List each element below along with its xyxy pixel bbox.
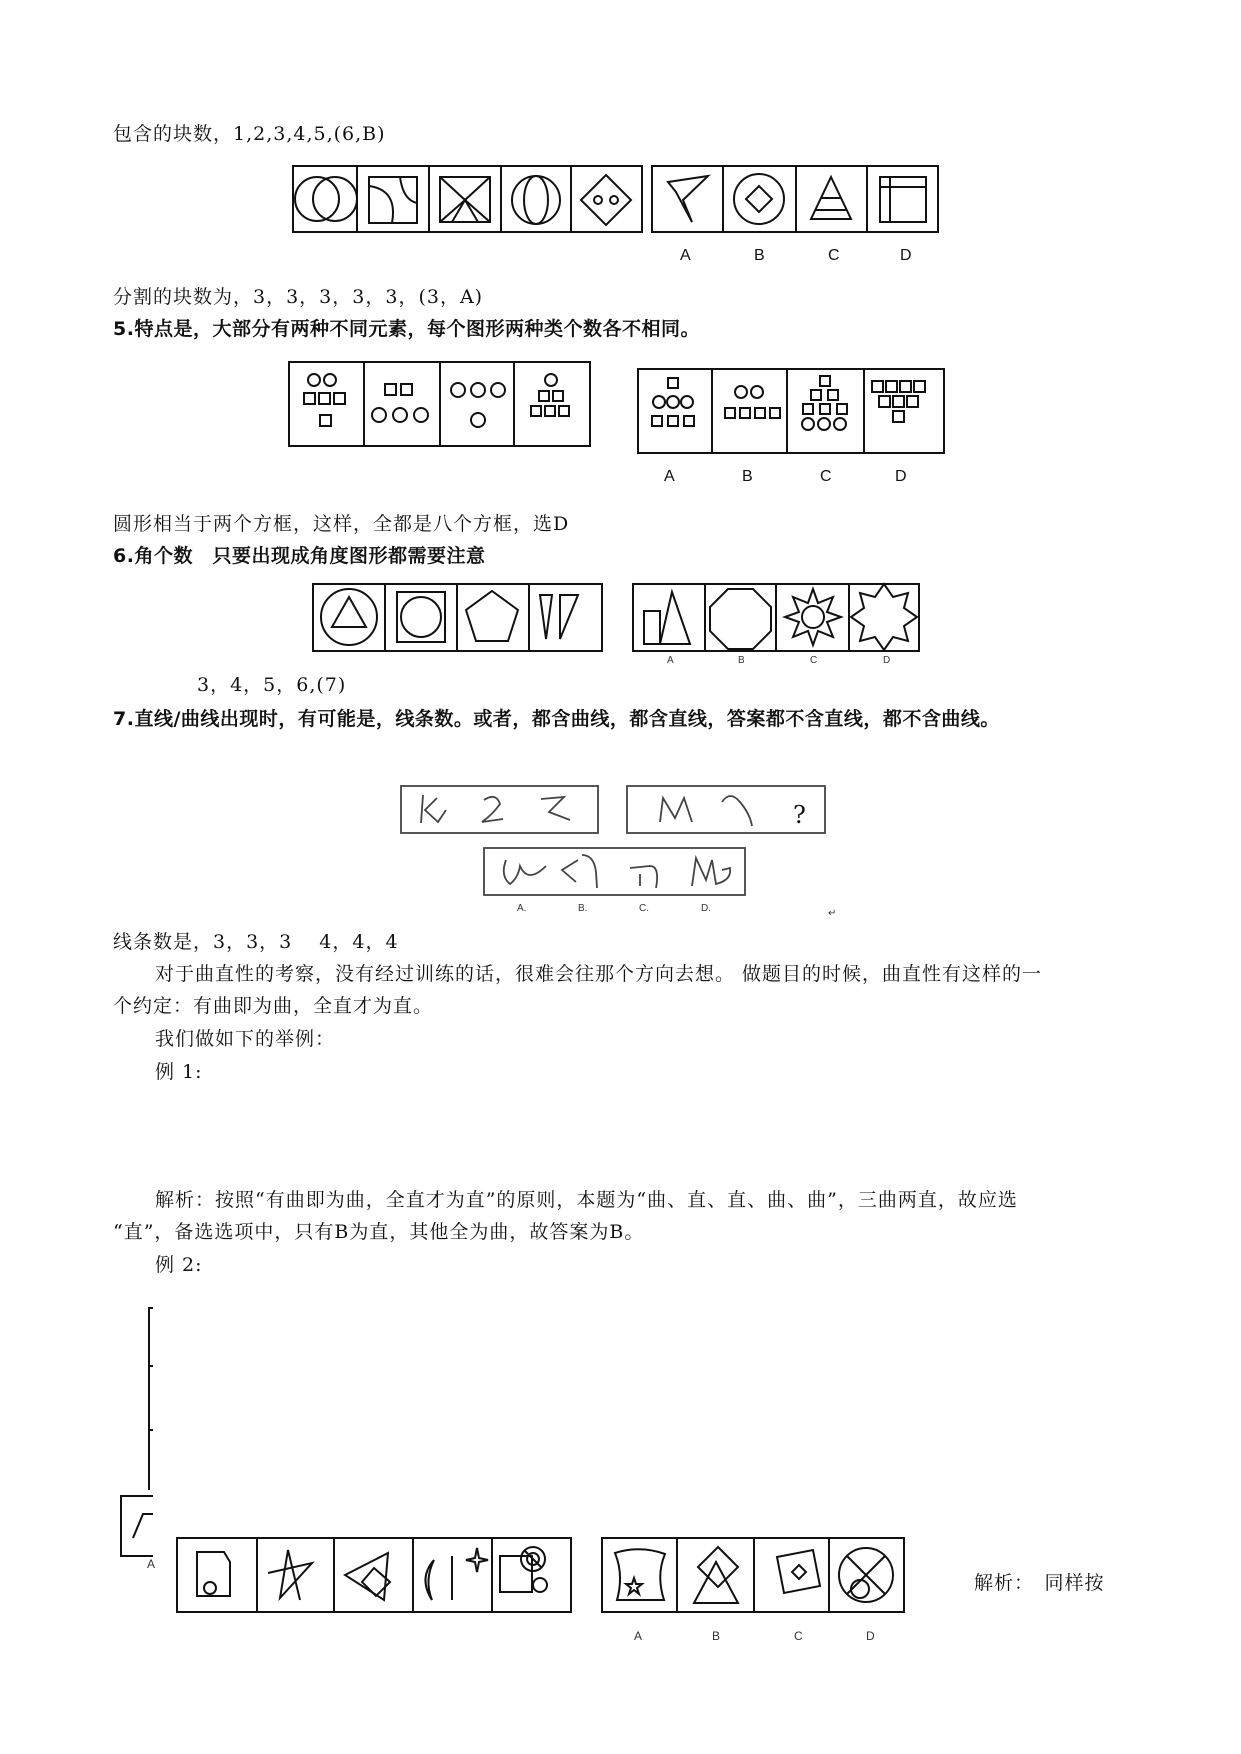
analysis-1-line-1: 解析：按照“有曲即为曲，全直才为直”的原则，本题为“曲、直、直、曲、曲”，三曲两直，故应选 xyxy=(155,1189,1018,1211)
fragment-label-a: A xyxy=(147,1557,156,1571)
f2-option-d: D xyxy=(895,468,907,485)
text-block-count: 包含的块数，1,2,3,4,5,(6,B) xyxy=(113,123,386,145)
figure-line-strokes xyxy=(0,778,1241,928)
f5-option-c: C xyxy=(794,1629,803,1643)
figure-circles-squares xyxy=(0,355,1241,495)
svg-text:↵: ↵ xyxy=(828,908,837,919)
f2-option-b: B xyxy=(742,468,753,485)
text-split-count: 分割的块数为，3，3，3，3，3，(3，A) xyxy=(113,286,484,308)
f5-option-b: B xyxy=(712,1629,721,1643)
analysis-2-fragment: 解析： 同样按 xyxy=(974,1572,1105,1594)
figure-example-2 xyxy=(0,1300,1241,1680)
figure-angle-count xyxy=(0,575,1241,665)
f5-option-d: D xyxy=(866,1629,875,1643)
f2-option-c: C xyxy=(820,468,832,485)
example-2-label: 例 2: xyxy=(155,1254,203,1276)
f4-option-d: D. xyxy=(701,903,711,914)
analysis-1-line-2: “直”，备选选项中，只有B为直，其他全为曲，故答案为B。 xyxy=(113,1221,645,1243)
text-angle-count: 3，4，5，6,(7) xyxy=(197,674,347,696)
paragraph-curve-straight-2: 个约定：有曲即为曲，全直才为直。 xyxy=(113,995,434,1017)
heading-5: 5.特点是，大部分有两种不同元素，每个图形两种类个数各不相同。 xyxy=(113,318,700,340)
paragraph-examples: 我们做如下的举例： xyxy=(155,1028,336,1050)
f1-option-d: D xyxy=(900,247,912,264)
f4-option-a: A. xyxy=(517,903,527,914)
text-circle-equals-squares: 圆形相当于两个方框，这样，全都是八个方框，选D xyxy=(113,513,570,535)
example-1-label: 例 1: xyxy=(155,1061,203,1083)
f2-option-a: A xyxy=(664,468,675,485)
f1-option-b: B xyxy=(754,247,765,264)
f3-option-d: D xyxy=(883,655,891,666)
f3-option-c: C xyxy=(810,655,818,666)
f1-option-a: A xyxy=(680,247,691,264)
f3-option-b: B xyxy=(738,655,745,666)
heading-6: 6.角个数 只要出现成角度图形都需要注意 xyxy=(113,545,486,567)
f5-option-a: A xyxy=(634,1629,643,1643)
f1-option-c: C xyxy=(828,247,840,264)
text-line-count: 线条数是，3，3，3 4，4，4 xyxy=(113,931,399,953)
f4-option-b: B. xyxy=(578,903,588,914)
paragraph-curve-straight-1: 对于曲直性的考察，没有经过训练的话，很难会往那个方向去想。 做题目的时候，曲直性有这样的一 xyxy=(155,963,1043,985)
f3-option-a: A xyxy=(667,655,674,666)
f4-option-c: C. xyxy=(639,903,649,914)
question-mark: ? xyxy=(793,801,806,829)
heading-7: 7.直线/曲线出现时，有可能是，线条数。或者，都含曲线，都含直线，答案都不含直线，都不含曲线。 xyxy=(113,708,1000,730)
